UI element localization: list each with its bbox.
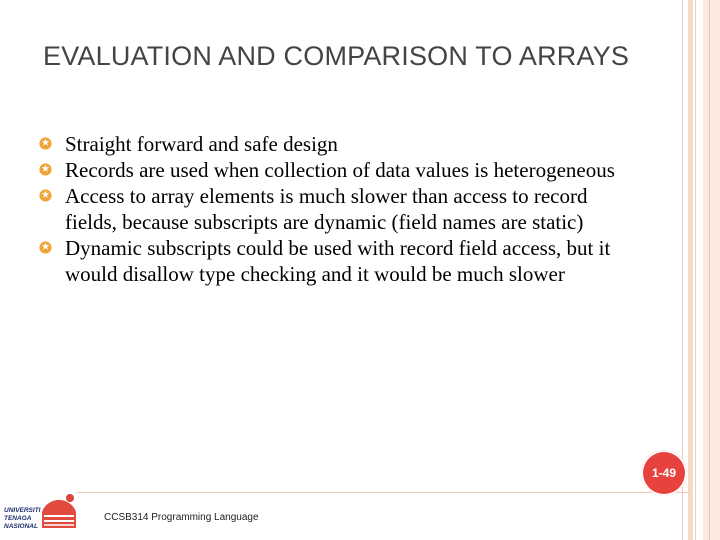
gear-icon — [38, 162, 53, 177]
page-number-badge: 1-49 — [641, 450, 687, 496]
bullet-item — [38, 157, 618, 183]
gear-icon — [38, 188, 53, 203]
bullet-item — [38, 131, 618, 157]
gear-icon — [38, 240, 53, 255]
bullet-text: Dynamic subscripts could be used with record field access, but it would disallow type checking and it would be much slower — [65, 236, 611, 286]
gear-icon — [38, 136, 53, 151]
bullet-text: Records are used when collection of data values is heterogeneous — [65, 158, 615, 182]
university-logo — [0, 490, 76, 532]
border-stripe — [703, 0, 720, 540]
svg-text:UNIVERSITI: UNIVERSITI — [4, 507, 41, 514]
bullet-item — [38, 183, 618, 235]
bullet-list — [38, 131, 618, 287]
svg-text:TENAGA: TENAGA — [4, 515, 32, 522]
svg-text:NASIONAL: NASIONAL — [4, 523, 38, 530]
footer-divider — [0, 492, 690, 493]
border-stripe — [695, 0, 696, 540]
border-stripe — [709, 0, 710, 540]
slide-title: EVALUATION AND COMPARISON TO ARRAYS — [43, 41, 630, 71]
border-stripe — [688, 0, 693, 540]
bullet-item — [38, 235, 618, 287]
bullet-text: Straight forward and safe design — [65, 132, 338, 156]
bullet-text: Access to array elements is much slower than access to record fields, because subscripts are dynamic (field names are static) — [65, 184, 588, 234]
footer-course-name: CCSB314 Programming Language — [104, 512, 259, 523]
